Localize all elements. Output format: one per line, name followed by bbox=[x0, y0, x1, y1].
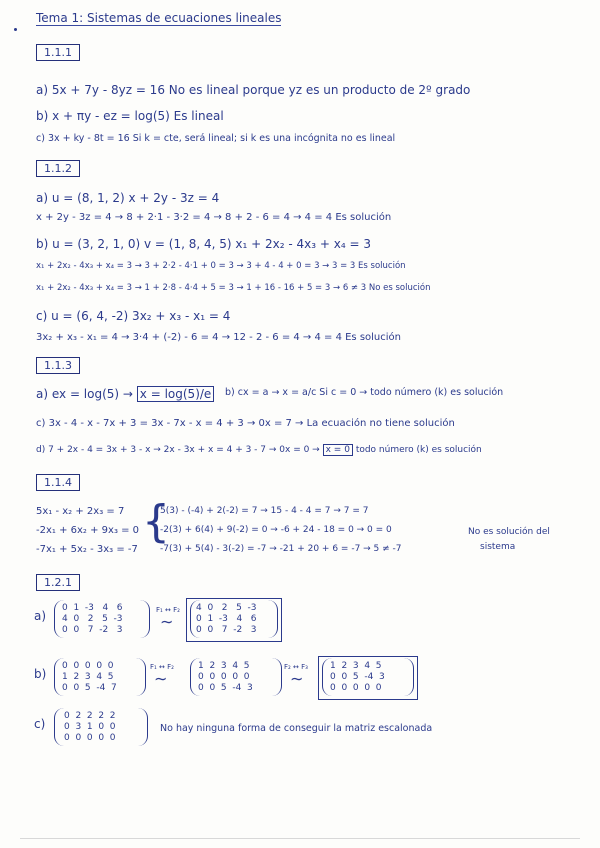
s114-conclusion-2: sistema bbox=[480, 542, 516, 552]
s113-line-c: c) 3x - 4 - x - 7x + 3 = 3x - 7x - x = 4 + 3 → 0x = 7 → La ecuación no tiene solución bbox=[36, 418, 455, 429]
s121-a-matrix bbox=[62, 603, 123, 636]
section-1-1-1-label: 1.1.1 bbox=[36, 44, 80, 61]
s121-b-row-op-1: F₁ ↔ F₂ bbox=[150, 663, 174, 671]
matrix-row: 0 0 5 -4 3 bbox=[330, 672, 385, 682]
s112-line-a-check: x + 2y - 3z = 4 → 8 + 2·1 - 3·2 = 4 → 8 + 2 - 6 = 4 → 4 = 4 Es solución bbox=[36, 212, 392, 223]
s111-line-c: c) 3x + ky - 8t = 16 Si k = cte, será lineal; si k es una incógnita no es lineal bbox=[36, 133, 396, 144]
s113-d-suffix: todo número (k) es solución bbox=[355, 445, 482, 455]
s114-eq-3: -7x₁ + 5x₂ - 3x₃ = -7 bbox=[36, 544, 138, 555]
s121-c-matrix bbox=[64, 711, 116, 744]
section-1-2-1-label: 1.2.1 bbox=[36, 574, 80, 591]
s114-eq-2: -2x₁ + 6x₂ + 9x₃ = 0 bbox=[36, 525, 140, 536]
s112-line-a: a) u = (8, 1, 2) x + 2y - 3z = 4 bbox=[36, 191, 220, 205]
s112-line-c-check: 3x₂ + x₃ - x₁ = 4 → 3·4 + (-2) - 6 = 4 → 12 - 2 - 6 = 4 → 4 = 4 Es solución bbox=[36, 332, 401, 343]
bottom-rule bbox=[20, 838, 580, 839]
s112-line-b: b) u = (3, 2, 1, 0) v = (1, 8, 4, 5) x₁ + 2x₂ - 4x₃ + x₄ = 3 bbox=[36, 237, 371, 251]
matrix-row: 4 0 2 5 -3 bbox=[62, 614, 123, 624]
matrix-row: 0 1 -3 4 6 bbox=[196, 614, 257, 624]
s113-line-a bbox=[36, 388, 214, 400]
s121-a-result-matrix bbox=[196, 603, 257, 636]
s114-sub-1: 5(3) - (-4) + 2(-2) = 7 → 15 - 4 - 4 = 7 → 7 = 7 bbox=[160, 506, 369, 516]
s113-line-b: b) cx = a → x = a/c Si c = 0 → todo número (k) es solución bbox=[225, 387, 504, 398]
s113-line-d bbox=[36, 446, 482, 455]
matrix-row: 0 0 5 -4 7 bbox=[62, 683, 117, 693]
matrix-row: 0 0 7 -2 3 bbox=[62, 625, 123, 635]
s111-line-a: a) 5x + 7y - 8yz = 16 No es lineal porque yz es un producto de 2º grado bbox=[36, 83, 471, 97]
s112-line-b-check-u: x₁ + 2x₂ - 4x₃ + x₄ = 3 → 3 + 2·2 - 4·1 + 0 = 3 → 3 + 4 - 4 + 0 = 3 → 3 = 3 Es solución bbox=[36, 261, 406, 271]
s114-conclusion-1: No es solución del bbox=[468, 527, 550, 537]
s112-line-c: c) u = (6, 4, -2) 3x₂ + x₃ - x₁ = 4 bbox=[36, 309, 231, 323]
matrix-row: 0 0 5 -4 3 bbox=[198, 683, 253, 693]
s121-c-text: No hay ninguna forma de conseguir la matriz escalonada bbox=[160, 723, 433, 734]
matrix-row: 0 0 0 0 0 bbox=[198, 672, 250, 682]
s121-b-mid-matrix bbox=[198, 661, 253, 694]
s114-sub-3: -7(3) + 5(4) - 3(-2) = -7 → -21 + 20 + 6 = -7 → 5 ≠ -7 bbox=[160, 544, 402, 554]
s121-b-matrix bbox=[62, 661, 117, 694]
s113-d-text: d) 7 + 2x - 4 = 3x + 3 - x → 2x - 3x + x = 4 + 3 - 7 → 0x = 0 → bbox=[36, 445, 320, 455]
s121-a-label: a) bbox=[34, 609, 47, 623]
s114-eq-1: 5x₁ - x₂ + 2x₃ = 7 bbox=[36, 506, 125, 517]
margin-dot bbox=[14, 28, 17, 31]
matrix-row: 0 0 0 0 0 bbox=[62, 661, 114, 671]
s121-a-row-op: F₁ ↔ F₂ bbox=[156, 606, 180, 614]
s113-d-boxed-result: x = 0 bbox=[323, 444, 353, 456]
matrix-row: 1 2 3 4 5 bbox=[330, 661, 382, 671]
matrix-row: 1 2 3 4 5 bbox=[198, 661, 250, 671]
s121-b-equiv-icon-1: ∼ bbox=[154, 669, 168, 688]
matrix-row: 0 0 0 0 0 bbox=[64, 733, 116, 743]
s121-c-label: c) bbox=[34, 717, 46, 731]
matrix-row: 0 2 2 2 2 bbox=[64, 711, 116, 721]
s113-a-boxed-result: x = log(5)/e bbox=[137, 386, 215, 402]
matrix-row: 4 0 2 5 -3 bbox=[196, 603, 257, 613]
matrix-row: 0 0 7 -2 3 bbox=[196, 625, 257, 635]
matrix-row: 0 3 1 0 0 bbox=[64, 722, 116, 732]
s113-a-text: a) ex = log(5) → bbox=[36, 387, 133, 401]
s121-b-row-op-2: F₂ ↔ F₃ bbox=[284, 663, 308, 671]
s121-b-equiv-icon-2: ∼ bbox=[290, 669, 304, 688]
section-1-1-4-label: 1.1.4 bbox=[36, 474, 80, 491]
s114-sub-2: -2(3) + 6(4) + 9(-2) = 0 → -6 + 24 - 18 = 0 → 0 = 0 bbox=[160, 525, 392, 535]
s121-a-equiv-icon: ∼ bbox=[160, 612, 174, 631]
matrix-row: 0 0 0 0 0 bbox=[330, 683, 382, 693]
matrix-row: 1 2 3 4 5 bbox=[62, 672, 114, 682]
s114-brace: { bbox=[142, 496, 170, 547]
s111-line-b: b) x + πy - ez = log(5) Es lineal bbox=[36, 109, 224, 123]
s121-b-label: b) bbox=[34, 667, 47, 681]
s121-b-result-matrix bbox=[330, 661, 385, 694]
section-1-1-2-label: 1.1.2 bbox=[36, 160, 80, 177]
s112-line-b-check-v: x₁ + 2x₂ - 4x₃ + x₄ = 3 → 1 + 2·8 - 4·4 + 5 = 3 → 1 + 16 - 16 + 5 = 3 → 6 ≠ 3 No es solución bbox=[36, 283, 431, 293]
page-title: Tema 1: Sistemas de ecuaciones lineales bbox=[36, 11, 282, 25]
matrix-row: 0 1 -3 4 6 bbox=[62, 603, 123, 613]
section-1-1-3-label: 1.1.3 bbox=[36, 357, 80, 374]
